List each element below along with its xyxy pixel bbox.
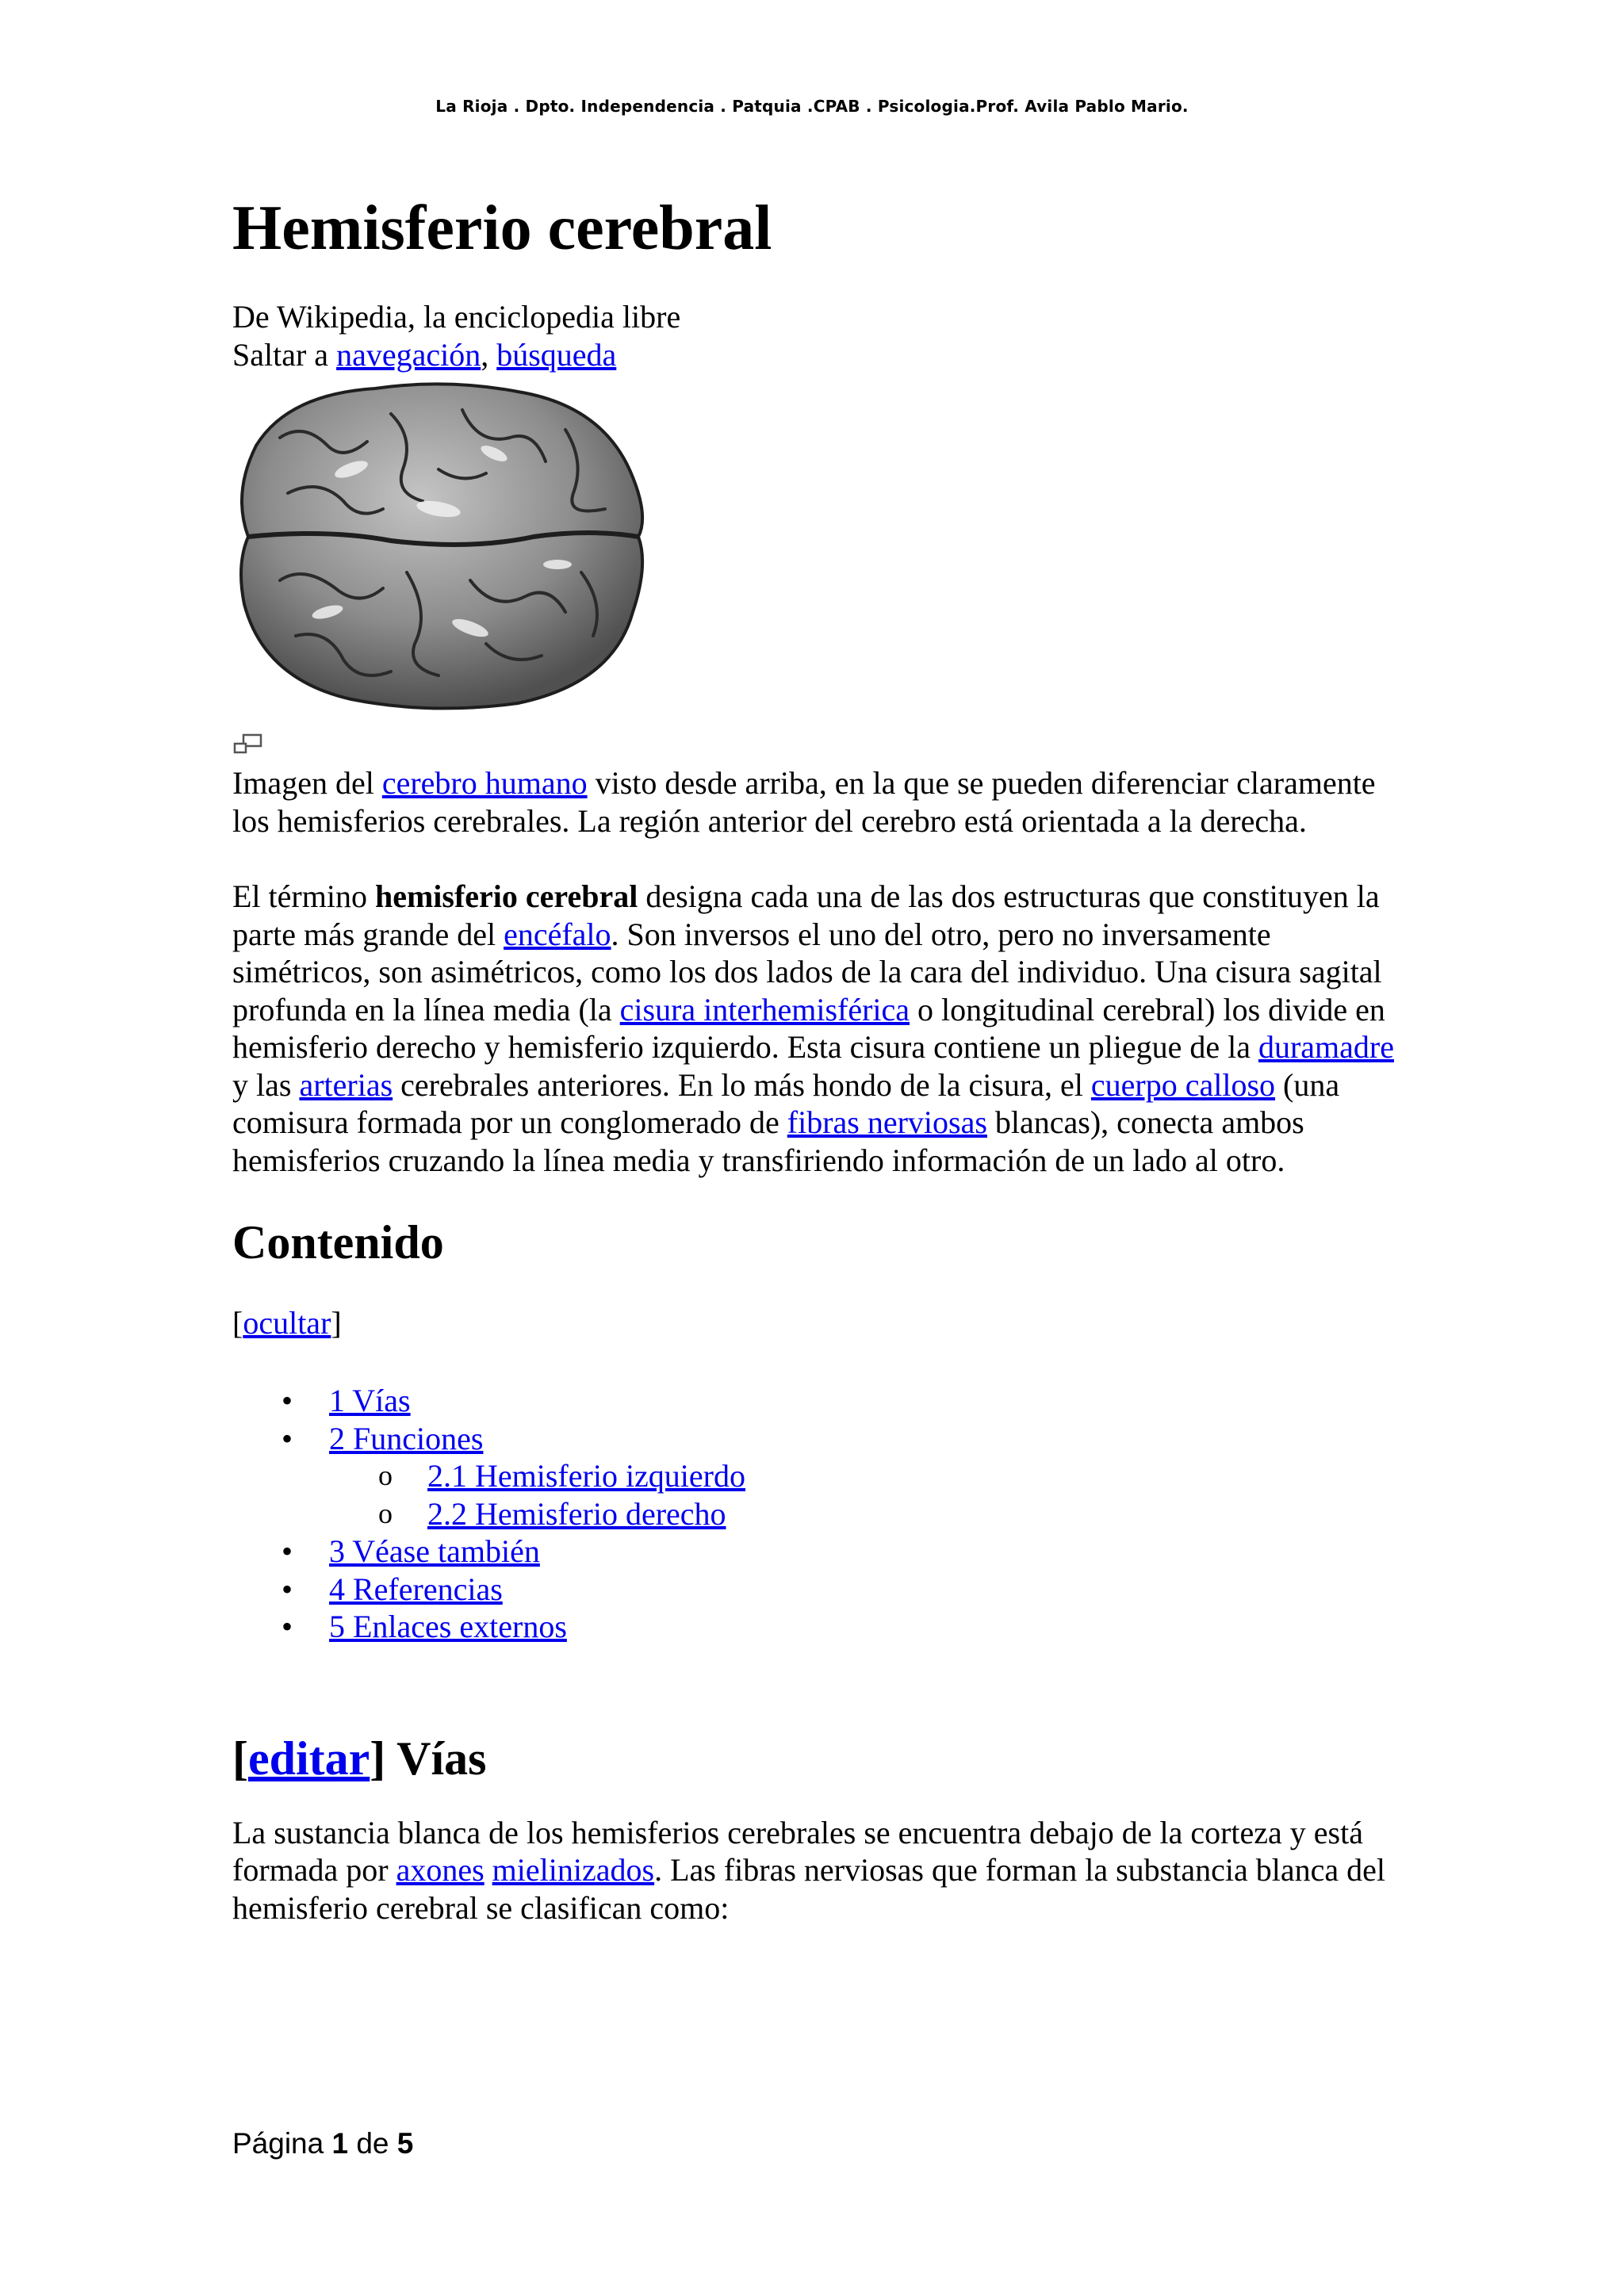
- intro-text: El término: [232, 878, 375, 914]
- cisura-link[interactable]: cisura interhemisférica: [619, 991, 910, 1027]
- cuerpo-calloso-link[interactable]: cuerpo calloso: [1090, 1066, 1276, 1103]
- footer-label: Página: [232, 2127, 332, 2160]
- toc-subitem: [232, 1495, 1398, 1533]
- fibras-nerviosas-link[interactable]: fibras nerviosas: [787, 1104, 987, 1140]
- toc-link-hemisferio-izquierdo[interactable]: 2.1 Hemisferio izquierdo: [427, 1458, 745, 1494]
- edit-link[interactable]: editar: [247, 1732, 370, 1785]
- toc-item: [232, 1608, 1398, 1646]
- current-page-number: 1: [331, 2127, 349, 2160]
- enlarge-icon[interactable]: [232, 733, 264, 756]
- caption-text: Imagen del: [232, 765, 382, 801]
- toc-link-referencias[interactable]: 4 Referencias: [329, 1571, 503, 1607]
- search-link[interactable]: búsqueda: [496, 337, 617, 373]
- contents-toggle: [232, 1304, 1398, 1342]
- article-subtitle: [232, 298, 1398, 374]
- jump-prefix: Saltar a: [232, 337, 337, 373]
- toggle-bracket: ]: [331, 1305, 342, 1341]
- image-caption: [232, 764, 1398, 840]
- vias-paragraph: [232, 1814, 1398, 1927]
- edit-bracket: ]: [370, 1732, 397, 1785]
- toc-link-vias[interactable]: 1 Vías: [329, 1383, 411, 1418]
- article: [232, 190, 1398, 1927]
- intro-text: o longitudinal cerebral) los divide en hemisferio derecho y hemisferio izquierdo. Esta cisura contiene un pliegue de la: [232, 991, 1385, 1065]
- navigation-link[interactable]: navegación: [336, 337, 481, 373]
- intro-text: . Son inversos el uno del otro, pero no inversamente simétricos, son asimétricos, como los dos lados de la cara del individuo. Una cisura sagital profunda en la línea media (la: [232, 916, 1382, 1027]
- section-title: Vías: [396, 1732, 487, 1785]
- intro-term: hemisferio cerebral: [374, 878, 638, 914]
- arterias-link[interactable]: arterias: [299, 1066, 393, 1103]
- mielinizados-link[interactable]: mielinizados: [492, 1852, 655, 1888]
- page-footer: [232, 2127, 413, 2160]
- source-line: De Wikipedia, la enciclopedia libre: [232, 299, 681, 335]
- intro-text: blancas), conecta ambos hemisferios cruzando la línea media y transfiriendo información de un lado al otro.: [232, 1104, 1304, 1178]
- total-pages: 5: [396, 2127, 414, 2160]
- toc-link-funciones[interactable]: 2 Funciones: [329, 1420, 484, 1456]
- page-title: Hemisferio cerebral: [232, 193, 772, 263]
- toc-item: [232, 1533, 1398, 1571]
- toc-item: [232, 1420, 1398, 1458]
- section-heading-vias: [232, 1730, 1398, 1787]
- intro-text: cerebrales anteriores. En lo más hondo de la cisura, el: [393, 1066, 1091, 1103]
- toc-item: [232, 1571, 1398, 1609]
- encefalo-link[interactable]: encéfalo: [504, 916, 611, 952]
- jump-separator: ,: [481, 337, 497, 373]
- duramadre-link[interactable]: duramadre: [1258, 1029, 1394, 1065]
- toc-subitem: [232, 1457, 1398, 1495]
- axones-link[interactable]: axones: [396, 1852, 485, 1888]
- intro-paragraph: [232, 878, 1398, 1179]
- caption-text-end: visto desde arriba, en la que se pueden diferenciar claramente los hemisferios cerebrales. La región anterior del cerebro está orientada a la derecha.: [232, 765, 1376, 839]
- contents-heading: Contenido: [232, 1216, 444, 1269]
- toc-link-enlaces-externos[interactable]: 5 Enlaces externos: [329, 1609, 567, 1644]
- toc-item: [232, 1382, 1398, 1420]
- toggle-bracket: [: [232, 1305, 243, 1341]
- toc-link-vease-tambien[interactable]: 3 Véase también: [329, 1533, 540, 1569]
- table-of-contents: [232, 1382, 1398, 1646]
- toc-link-hemisferio-derecho[interactable]: 2.2 Hemisferio derecho: [427, 1495, 726, 1532]
- vias-text: . Las fibras nerviosas que forman la substancia blanca del hemisferio cerebral se clasifican como:: [232, 1852, 1385, 1926]
- vias-text: La sustancia blanca de los hemisferios cerebrales se encuentra debajo de la corteza y está formada por: [232, 1814, 1363, 1888]
- intro-text: designa cada una de las dos estructuras que constituyen la parte más grande del: [232, 878, 1380, 952]
- cerebro-humano-link[interactable]: cerebro humano: [381, 765, 588, 801]
- edit-bracket: [: [232, 1732, 248, 1785]
- page-header: La Rioja . Dpto. Independencia . Patquia .CPAB . Psicologia.Prof. Avila Pablo Mario.: [435, 97, 1189, 116]
- brain-image[interactable]: [232, 374, 651, 714]
- hide-contents-link[interactable]: ocultar: [243, 1305, 331, 1341]
- vias-text: [485, 1852, 492, 1888]
- footer-label: de: [348, 2127, 397, 2160]
- intro-text: (una comisura formada por un conglomerado de: [232, 1066, 1340, 1140]
- intro-text: y las: [232, 1066, 300, 1103]
- jump-links: [232, 336, 1398, 374]
